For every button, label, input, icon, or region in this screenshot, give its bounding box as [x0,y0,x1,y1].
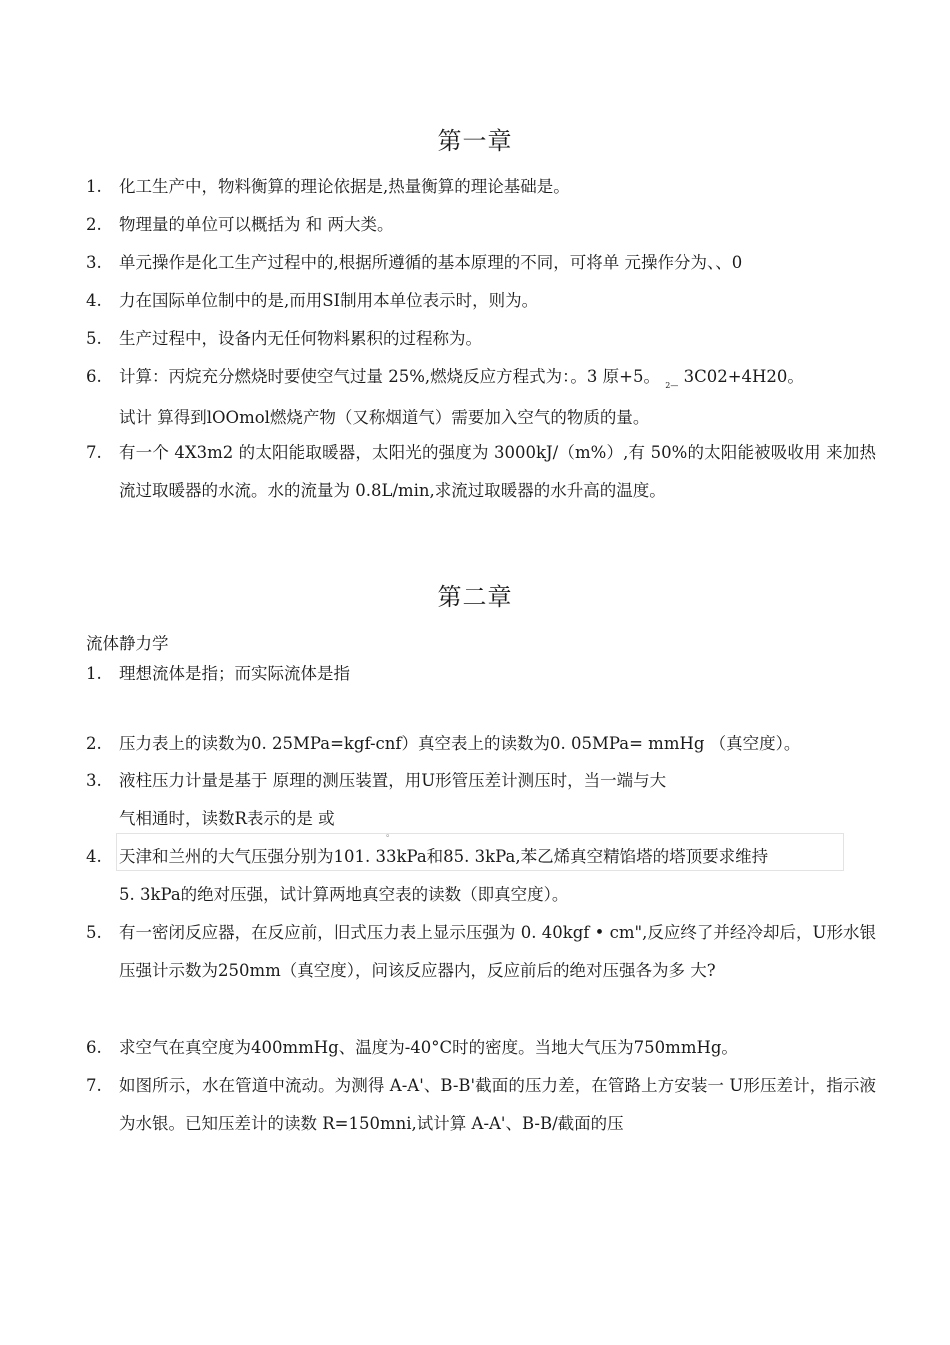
question-text: 生产过程中，设备内无任何物料累积的过程称为。 [119,329,482,348]
question-number: 5. [86,329,102,348]
question-number: 5. [86,923,102,942]
question-line-2: 试计 算得到lOOmol燃烧产物（又称烟道气）需要加入空气的物质的量。 [119,408,650,427]
chapter-1-title: 第一章 [437,127,513,155]
question-number: 3. [86,253,102,272]
subscript-mark: 2— [665,381,679,390]
ch2-question-1 [86,655,876,693]
question-text: 压力表上的读数为0. 25MPa=kgf-cnf）真空表上的读数为0. 05MPa= mmHg （真空度）。 [119,734,801,753]
question-text: 有一个 4X3m2 的太阳能取暖器，太阳光的强度为 3000kJ/（m%）,有 50%的太阳能被吸收用 来加热流过取暖器的水流。水的流量为 0.8L/min,求流过取暖器的水升高的温度。 [119,443,876,500]
question-number: 3. [86,771,102,790]
question-text [119,838,876,914]
question-line-1: 计算：丙烷充分燃烧时要使空气过量 25%,燃烧反应方程式为：。3 原+5。 [119,367,660,386]
question-number: 7. [86,443,102,462]
question-number: 1. [86,664,102,683]
ch1-question-6 [86,358,876,434]
ch1-question-5 [86,320,876,358]
ch1-question-2 [86,206,876,244]
question-number: 7. [86,1076,102,1095]
question-text: 求空气在真空度为400mmHg、温度为-40°C时的密度。当地大气压为750mmHg。 [119,1038,738,1057]
question-number: 4. [86,847,102,866]
ch2-question-3 [86,762,876,838]
section-heading: 流体静力学 [86,634,169,653]
ch2-question-7 [86,1067,876,1143]
question-line-1: 液柱压力计量是基于 原理的测压装置，用U形管压差计测压时，当一端与大 [119,771,667,790]
question-number: 6. [86,1038,102,1057]
question-text [119,358,876,437]
question-text: 如图所示，水在管道中流动。为测得 A-A'、B-B'截面的压力差，在管路上方安装一 U形压差计，指示液为水银。已知压差计的读数 R=150mni,试计算 A-A'、B-B/截面的压 [119,1076,876,1133]
question-line-2: 5. 3kPa的绝对压强，试计算两地真空表的读数（即真空度）。 [119,885,569,904]
question-number: 4. [86,291,102,310]
question-number: 2. [86,734,102,753]
question-line-1: 天津和兰州的大气压强分别为101. 33kPa和85. 3kPa,苯乙烯真空精馅塔的塔顶要求维持 [119,847,769,866]
question-text: 物理量的单位可以概括为 和 两大类。 [119,215,394,234]
question-text: 有一密闭反应器，在反应前，旧式压力表上显示压强为 0. 40kgf • cm",反应终了并经冷却后，U形水银压强计示数为250mm（真空度），问该反应器内，反应前后的绝对压强各为多 大? [119,923,876,980]
question-number: 6. [86,367,102,386]
question-line-1-end: 3C02+4H20。 [683,367,804,386]
question-text: 化工生产中，物料衡算的理论依据是,热量衡算的理论基础是。 [119,177,570,196]
ch1-question-1 [86,168,876,206]
question-number: 1. [86,177,102,196]
question-text: 理想流体是指；而实际流体是指 [119,664,350,683]
ch2-question-2 [86,725,876,763]
ch1-question-4 [86,282,876,320]
ch2-question-6 [86,1029,876,1067]
ch2-question-4 [86,838,876,914]
ch2-question-5 [86,914,876,990]
stray-mark: 。 [386,829,396,839]
question-text [119,762,876,838]
ch1-question-7 [86,434,876,510]
question-text: 力在国际单位制中的是,而用SI制用本单位表示时，则为。 [119,291,539,310]
question-number: 2. [86,215,102,234]
question-line-2: 气相通时，读数R表示的是 或 [119,809,335,828]
chapter-2-title: 第二章 [437,583,513,611]
ch1-question-3 [86,244,876,282]
question-text: 单元操作是化工生产过程中的,根据所遵循的基本原理的不同，可将单 元操作分为、、0 [119,253,743,272]
